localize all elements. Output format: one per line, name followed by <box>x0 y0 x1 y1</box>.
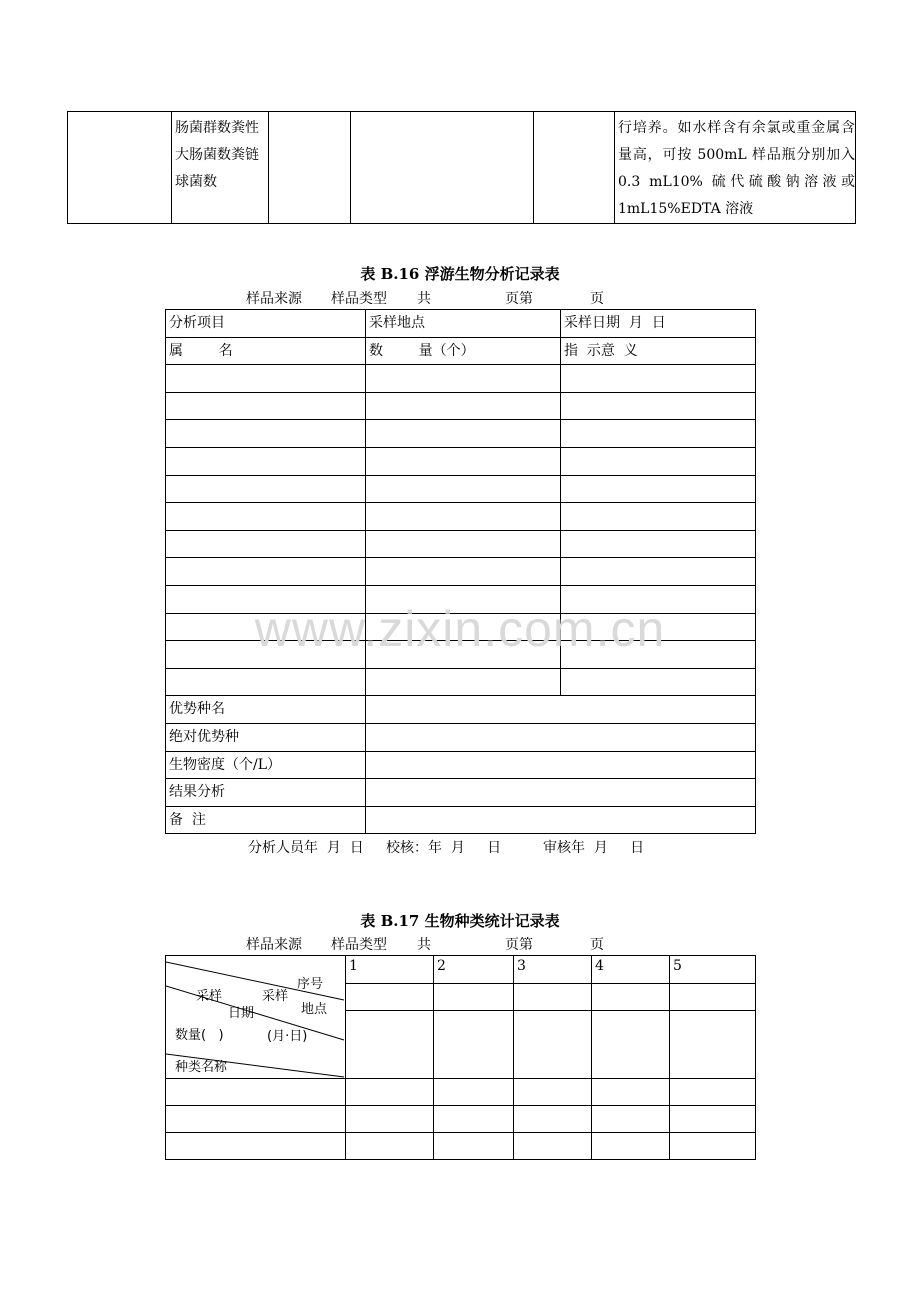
meta-page: 页 <box>590 937 604 953</box>
meta-total: 共 <box>417 937 431 953</box>
meta-type: 样品类型 <box>331 937 387 953</box>
label-date: 日期 <box>228 1006 255 1021</box>
table17-meta <box>0 934 920 954</box>
column-header: 2 <box>434 956 514 984</box>
table-cell <box>166 1106 346 1133</box>
table16-footer <box>0 837 920 857</box>
table-cell <box>166 503 366 531</box>
table-cell <box>670 1106 756 1133</box>
table-cell <box>269 112 351 224</box>
footer-analyst: 分析人员年 月 日 <box>248 840 364 856</box>
table-cell <box>166 447 366 475</box>
summary-row <box>166 751 756 779</box>
summary-label: 生物密度（个/L） <box>166 751 366 779</box>
table-row <box>166 475 756 503</box>
table-cell <box>366 558 561 586</box>
column-header: 4 <box>592 956 670 984</box>
table-cell <box>514 1079 592 1106</box>
table16-caption: 表 B.16 浮游生物分析记录表 <box>360 265 560 283</box>
table-row <box>166 530 756 558</box>
label-count: 数量( ) <box>175 1028 224 1043</box>
table-cell <box>366 365 561 393</box>
table-cell <box>346 984 434 1011</box>
header-sampling-location: 采样地点 <box>366 310 561 338</box>
table-cell <box>366 392 561 420</box>
table-row <box>166 1133 756 1160</box>
table-cell <box>592 1011 670 1079</box>
column-header: 1 <box>346 956 434 984</box>
notes-cell: 行培养。如水样含有余氯或重金属含量高，可按 500mL 样品瓶分别加入 0.3 mL10% 硫代硫酸钠溶液或 1mL15%EDTA 溶液 <box>615 112 856 224</box>
table-cell <box>166 1079 346 1106</box>
summary-value <box>366 806 756 834</box>
label-month-day: (月·日) <box>267 1029 308 1044</box>
table-row <box>166 503 756 531</box>
table-cell <box>561 668 756 696</box>
table-cell <box>166 530 366 558</box>
table-cell <box>351 112 534 224</box>
table-cell <box>592 1106 670 1133</box>
summary-row <box>166 696 756 724</box>
plankton-analysis-table <box>165 309 756 834</box>
table-cell <box>592 984 670 1011</box>
table-cell <box>561 558 756 586</box>
summary-row <box>166 723 756 751</box>
table-cell <box>670 984 756 1011</box>
table-cell <box>366 420 561 448</box>
continuation-table <box>67 111 856 224</box>
table-row <box>166 1106 756 1133</box>
table-cell <box>166 558 366 586</box>
diagonal-header-cell <box>166 956 346 1079</box>
meta-total: 共 <box>417 291 431 307</box>
summary-value <box>366 779 756 807</box>
table-cell <box>166 420 366 448</box>
table-cell <box>514 1133 592 1160</box>
meta-page-of: 页第 <box>505 937 533 953</box>
table-cell <box>534 112 615 224</box>
column-header: 3 <box>514 956 592 984</box>
table-row <box>166 668 756 696</box>
table-cell <box>366 475 561 503</box>
summary-rows <box>166 696 756 834</box>
table-cell <box>166 1133 346 1160</box>
label-serial: 序号 <box>297 977 324 992</box>
table-row <box>166 420 756 448</box>
table-cell <box>366 503 561 531</box>
summary-label: 优势种名 <box>166 696 366 724</box>
meta-page: 页 <box>590 291 604 307</box>
header-count: 数 量（个） <box>366 337 561 365</box>
meta-page-of: 页第 <box>505 291 533 307</box>
column-header: 5 <box>670 956 756 984</box>
table-cell <box>346 1106 434 1133</box>
table-row <box>166 447 756 475</box>
table-row <box>68 112 856 224</box>
table-subheader-row <box>166 337 756 365</box>
footer-checker: 校核：年 月 日 <box>386 840 502 856</box>
table-cell <box>166 365 366 393</box>
table-cell <box>346 1133 434 1160</box>
table-cell <box>366 530 561 558</box>
table-cell <box>561 475 756 503</box>
test-items-cell: 肠菌群数粪性大肠菌数粪链球菌数 <box>172 112 269 224</box>
summary-label: 结果分析 <box>166 779 366 807</box>
table-cell <box>561 392 756 420</box>
data-rows <box>166 1079 756 1160</box>
table-cell <box>434 1106 514 1133</box>
meta-source: 样品来源 <box>246 937 302 953</box>
table-row <box>166 365 756 393</box>
table-header-row <box>166 310 756 338</box>
table-cell <box>366 447 561 475</box>
table-cell <box>514 1106 592 1133</box>
table-cell <box>514 984 592 1011</box>
table-cell <box>592 1079 670 1106</box>
table-cell <box>346 1011 434 1079</box>
summary-label: 绝对优势种 <box>166 723 366 751</box>
header-analysis-item: 分析项目 <box>166 310 366 338</box>
summary-value <box>366 751 756 779</box>
table-row <box>166 1079 756 1106</box>
table-cell <box>68 112 172 224</box>
table-cell <box>670 1133 756 1160</box>
species-statistics-table <box>165 955 756 1160</box>
table-cell <box>561 365 756 393</box>
label-sample-place: 采样 <box>262 989 289 1004</box>
summary-value <box>366 696 756 724</box>
meta-source: 样品来源 <box>246 291 302 307</box>
table-cell <box>166 392 366 420</box>
footer-reviewer: 审核年 月 日 <box>543 840 645 856</box>
summary-row <box>166 779 756 807</box>
meta-type: 样品类型 <box>331 291 387 307</box>
table-cell <box>561 530 756 558</box>
table-cell <box>434 1011 514 1079</box>
watermark: www.zixin.com.cn <box>254 601 666 657</box>
table-cell <box>366 668 561 696</box>
table-cell <box>670 1011 756 1079</box>
table-cell <box>346 1079 434 1106</box>
label-species: 种类名称 <box>175 1060 228 1075</box>
label-sample-date: 采样 <box>196 989 223 1004</box>
table-cell <box>561 420 756 448</box>
table-row <box>166 392 756 420</box>
table-cell <box>561 447 756 475</box>
summary-row <box>166 806 756 834</box>
table-cell <box>592 1133 670 1160</box>
summary-label: 备 注 <box>166 806 366 834</box>
table-cell <box>434 1133 514 1160</box>
table-cell <box>166 668 366 696</box>
table-cell <box>434 1079 514 1106</box>
table-cell <box>561 503 756 531</box>
table-cell <box>434 984 514 1011</box>
table-cell <box>670 1079 756 1106</box>
table-header-row <box>166 956 756 984</box>
table-cell <box>166 475 366 503</box>
table16-meta <box>0 288 920 308</box>
table17-caption: 表 B.17 生物种类统计记录表 <box>360 912 560 930</box>
header-sampling-date: 采样日期 月 日 <box>561 310 756 338</box>
summary-value <box>366 723 756 751</box>
label-place: 地点 <box>301 1002 328 1017</box>
header-indication: 指 示意 义 <box>561 337 756 365</box>
header-genus: 属 名 <box>166 337 366 365</box>
table-row <box>166 558 756 586</box>
table-cell <box>514 1011 592 1079</box>
